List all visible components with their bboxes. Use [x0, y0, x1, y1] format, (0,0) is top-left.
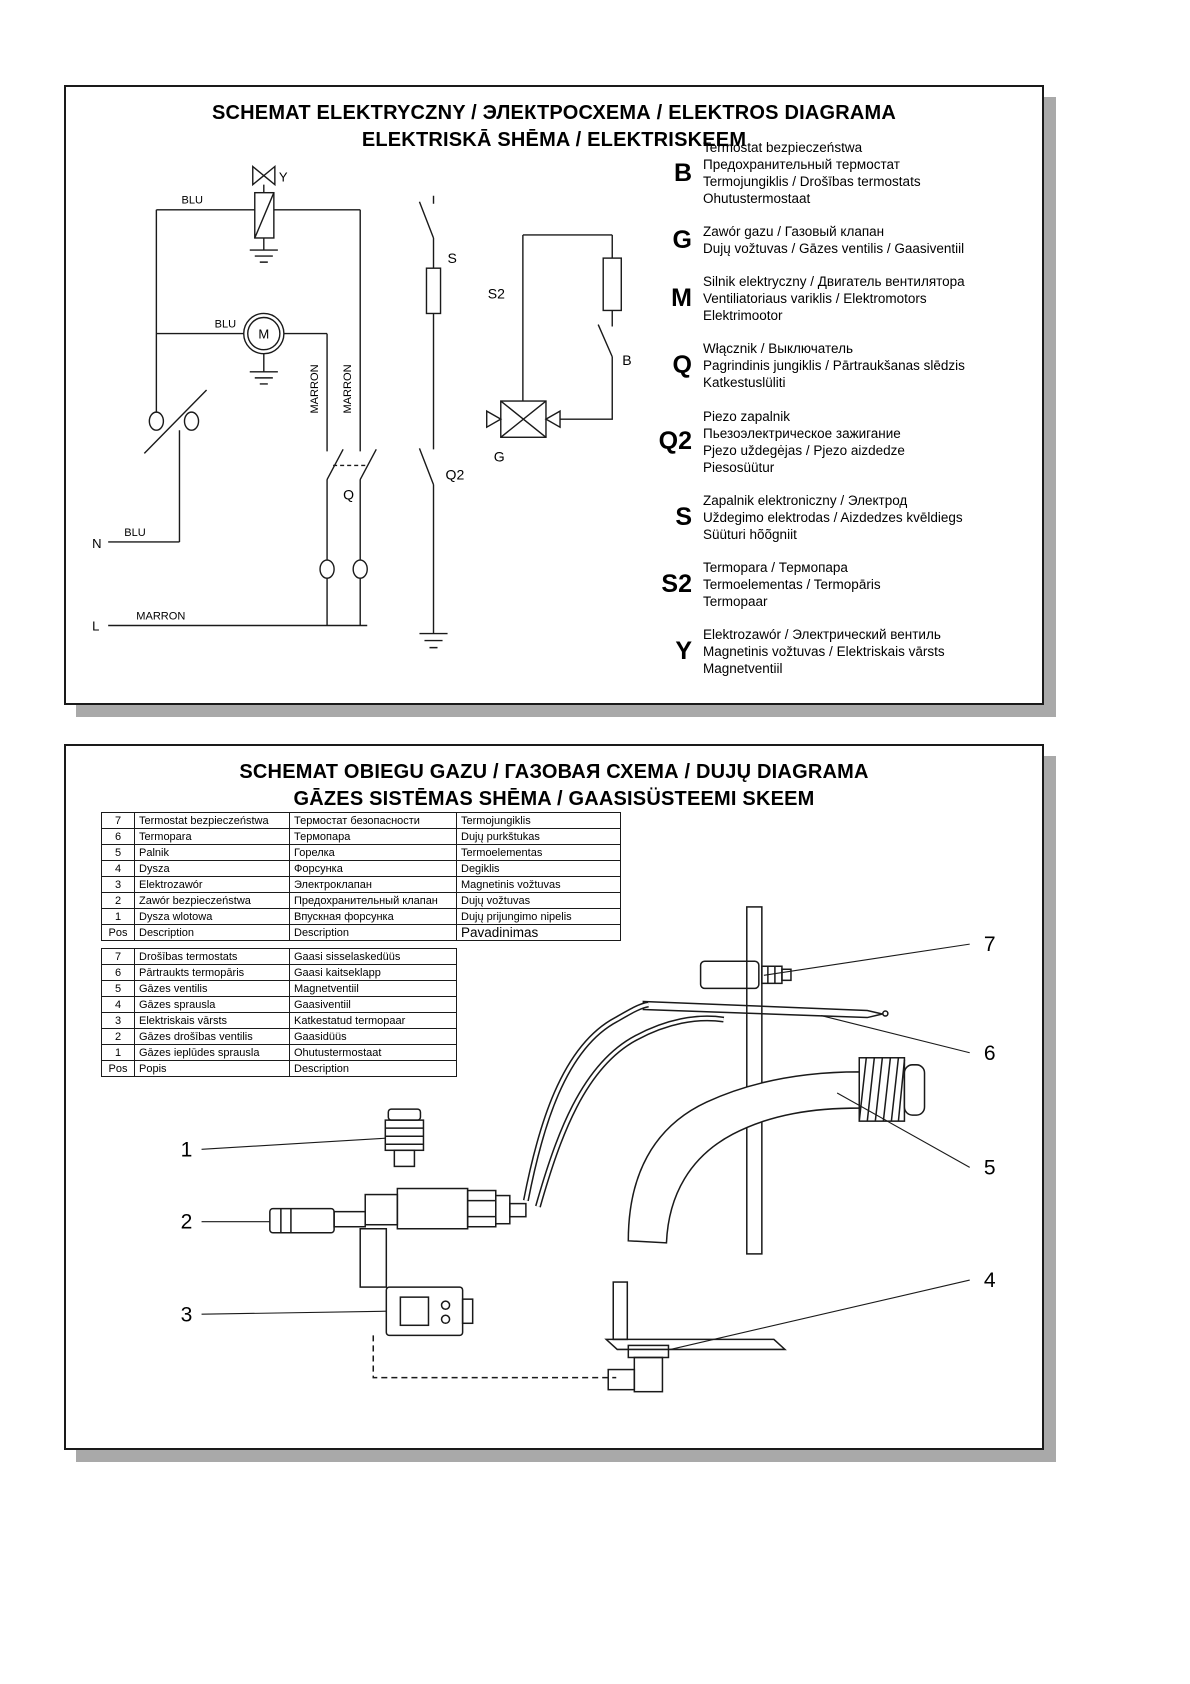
component-label-q: Q: [343, 486, 355, 503]
legend-description-q2: [703, 408, 905, 476]
table-row: [102, 877, 621, 893]
safety-valve-part: [270, 1209, 334, 1233]
gas-title-line2: GĀZES SISTĒMAS SHĒMA / GAASISÜSTEEMI SKEEM: [293, 788, 815, 810]
gas-panel-title: [66, 746, 1042, 813]
table-row: [102, 845, 621, 861]
wire-label-blu-n: BLU: [124, 526, 146, 539]
legend-line: Termopaar: [703, 593, 768, 609]
electric-title-line1: SCHEMAT ELEKTRYCZNY / ЭЛЕКТРОСХЕМА / ELEKTROS DIAGRAMA: [211, 102, 897, 124]
desc-cell: Gāzes ventilis: [135, 981, 290, 997]
terminal-label-l: L: [92, 618, 100, 634]
desc-cell: Gaasiventiil: [290, 997, 457, 1013]
desc-cell: Pavadinimas: [457, 925, 621, 941]
desc-cell: Elektriskais vārsts: [135, 1013, 290, 1029]
component-label-s: S: [447, 250, 457, 267]
legend-symbol-m: M: [671, 284, 692, 313]
table-row: [102, 1013, 457, 1029]
symbol-legend: [638, 139, 1034, 677]
legend-line: Elektrozawór / Электрический вентиль: [703, 626, 941, 642]
pos-cell: 6: [102, 829, 135, 845]
terminal-label-n: N: [92, 535, 102, 551]
legend-line: Termostat bezpieczeństwa: [703, 140, 863, 155]
legend-description-s: [703, 492, 963, 543]
legend-line: Termoelementas / Termopāris: [703, 576, 881, 592]
desc-cell: Gaasi kaitseklapp: [290, 965, 457, 981]
pos-cell: 2: [102, 1029, 135, 1045]
wire-label-marron-l: MARRON: [136, 610, 186, 623]
burner-part: [628, 1058, 924, 1243]
electric-panel-title: [66, 87, 1042, 154]
table-row: [102, 893, 621, 909]
desc-cell: Description: [290, 925, 457, 941]
callout-number-2: 2: [180, 1210, 193, 1234]
desc-cell: Dysza wlotowa: [135, 909, 290, 925]
desc-cell: Gāzes sprausla: [135, 997, 290, 1013]
desc-cell: Dujų vožtuvas: [457, 893, 621, 909]
legend-entry-q: [638, 340, 1034, 391]
desc-cell: Magnetinis vožtuvas: [457, 877, 621, 893]
table-row: [102, 829, 621, 845]
wire-label-marron-right: MARRON: [342, 364, 355, 414]
callout-number-1: 1: [180, 1138, 193, 1162]
pos-cell: 7: [102, 813, 135, 829]
callout-number-3: 3: [180, 1303, 193, 1327]
legend-line: Pjezo uždegėjas / Pjezo aizdedze: [703, 442, 905, 458]
legend-line: Zapalnik elektroniczny / Электрод: [703, 492, 908, 508]
desc-cell: Впускная форсунка: [290, 909, 457, 925]
legend-line: Pagrindinis jungiklis / Pārtraukšanas slēdzis: [703, 358, 965, 374]
component-label-g: G: [493, 448, 505, 465]
table-row: [102, 1029, 457, 1045]
thermocouple-circuit: [523, 235, 621, 419]
elbow-fitting-part: [608, 1345, 668, 1391]
legend-line: Süüturi hõõgniit: [703, 526, 797, 542]
desc-cell: Gaasidüüs: [290, 1029, 457, 1045]
legend-line: Piesosüütur: [703, 459, 775, 475]
solenoid-valve-y-symbol: [250, 167, 278, 263]
desc-cell: Термостат безопасности: [290, 813, 457, 829]
pos-cell: Pos: [102, 1061, 135, 1077]
desc-cell: Zawór bezpieczeństwa: [135, 893, 290, 909]
desc-cell: Pārtraukts termopāris: [135, 965, 290, 981]
dashed-gas-path: [373, 1335, 616, 1377]
parts-table-1: [101, 812, 621, 941]
pos-cell: 3: [102, 1013, 135, 1029]
valve-body: [334, 1189, 526, 1288]
desc-cell: Dysza: [135, 861, 290, 877]
inlet-nozzle-part: [385, 1109, 423, 1166]
legend-symbol-q: Q: [672, 351, 692, 380]
desc-cell: Termopara: [135, 829, 290, 845]
desc-cell: Gāzes ieplūdes sprausla: [135, 1045, 290, 1061]
desc-cell: Термопара: [290, 829, 457, 845]
desc-cell: Termojungiklis: [457, 813, 621, 829]
legend-description-m: [703, 273, 965, 324]
legend-line: Termojungiklis / Drošības termostats: [703, 174, 921, 189]
table-row: [102, 981, 457, 997]
legend-description-s2: [703, 559, 881, 610]
electric-title-line2: ELEKTRISKĀ SHĒMA / ELEKTRISKEEM: [361, 129, 747, 151]
schematic-wires: [108, 167, 621, 648]
legend-description-g: [703, 223, 964, 257]
legend-line: Zawór gazu / Газовый клапан: [703, 224, 885, 240]
component-label-q2: Q2: [445, 466, 465, 483]
desc-cell: Gāzes drošības ventilis: [135, 1029, 290, 1045]
callout-number-6: 6: [983, 1041, 996, 1065]
capillary-pipes: [526, 1004, 724, 1206]
desc-cell: Горелка: [290, 845, 457, 861]
legend-line: Ohutustermostaat: [703, 191, 811, 206]
legend-symbol-s: S: [675, 502, 692, 531]
desc-cell: Description: [290, 1061, 457, 1077]
electric-diagram-panel: [64, 85, 1044, 705]
callout-number-7: 7: [983, 933, 996, 957]
legend-line: Dujų vožtuvas / Gāzes ventilis / Gaasiventiil: [703, 241, 965, 257]
callout-number-4: 4: [983, 1269, 996, 1293]
pos-cell: 1: [102, 909, 135, 925]
igniter-s-branch: [419, 196, 447, 648]
wire-label-blu-top: BLU: [181, 194, 203, 207]
desc-cell: Предохранительный клапан: [290, 893, 457, 909]
desc-cell: Palnik: [135, 845, 290, 861]
legend-line: Magnetventiil: [703, 660, 783, 676]
thermocouple-part: [643, 1001, 888, 1017]
safety-thermostat-part: [701, 961, 791, 988]
table-row: [102, 1045, 457, 1061]
pos-cell: 4: [102, 997, 135, 1013]
legend-line: Katkestuslüliti: [703, 375, 786, 391]
component-label-s2: S2: [487, 285, 505, 302]
pos-cell: 4: [102, 861, 135, 877]
legend-symbol-y: Y: [675, 636, 692, 665]
pos-cell: Pos: [102, 925, 135, 941]
gas-title-line1: SCHEMAT OBIEGU GAZU / ГАЗОВАЯ СХЕМА / DUJŲ DIAGRAMA: [239, 761, 869, 783]
legend-line: Silnik elektryczny / Двигатель вентилятора: [703, 274, 965, 290]
callout-number-5: 5: [983, 1156, 996, 1180]
legend-symbol-q2: Q2: [658, 427, 692, 456]
legend-entry-g: [638, 223, 1034, 257]
legend-line: Elektrimootor: [703, 308, 783, 324]
pos-cell: 3: [102, 877, 135, 893]
desc-cell: Dujų purkštukas: [457, 829, 621, 845]
wire-label-blu-motor: BLU: [214, 318, 237, 331]
legend-entry-s: [638, 492, 1034, 543]
legend-description-y: [703, 626, 945, 677]
table-header-row: [102, 925, 621, 941]
desc-cell: Description: [135, 925, 290, 941]
bottom-bracket: [606, 1282, 785, 1349]
gas-valve-g-symbol: [487, 401, 560, 437]
plug-contacts-symbol: [144, 390, 206, 453]
desc-cell: Magnetventiil: [290, 981, 457, 997]
motor-symbol: [156, 313, 327, 383]
table-row: [102, 965, 457, 981]
desc-cell: Termoelementas: [457, 845, 621, 861]
desc-cell: Degiklis: [457, 861, 621, 877]
desc-cell: Drošības termostats: [135, 949, 290, 965]
table-header-row: [102, 1061, 457, 1077]
legend-symbol-b: B: [673, 158, 692, 187]
desc-cell: Dujų prijungimo nipelis: [457, 909, 621, 925]
desc-cell: Popis: [135, 1061, 290, 1077]
legend-description-q: [703, 340, 965, 391]
pos-cell: 6: [102, 965, 135, 981]
component-label-b: B: [622, 351, 632, 368]
desc-cell: Elektrozawór: [135, 877, 290, 893]
pos-cell: 7: [102, 949, 135, 965]
pos-cell: 5: [102, 981, 135, 997]
table-row: [102, 909, 621, 925]
legend-line: Magnetinis vožtuvas / Elektriskais vārsts: [703, 643, 945, 659]
legend-line: Termopara / Термопара: [703, 559, 848, 575]
legend-line: Piezo zapalnik: [703, 408, 791, 424]
legend-line: Ventiliatoriaus variklis / Elektromotors: [703, 291, 927, 307]
legend-line: Włącznik / Выключатель: [703, 341, 853, 357]
legend-line: Пьезоэлектрическое зажигание: [703, 425, 901, 441]
main-switch-q-symbol: [320, 449, 376, 578]
legend-entry-y: [638, 626, 1034, 677]
desc-cell: Termostat bezpieczeństwa: [135, 813, 290, 829]
desc-cell: Gaasi sisselaskedüüs: [290, 949, 457, 965]
desc-cell: Ohutustermostaat: [290, 1045, 457, 1061]
table-row: [102, 813, 621, 829]
legend-line: Предохранительный термостат: [703, 157, 900, 172]
component-label-m: M: [258, 326, 270, 342]
legend-symbol-g: G: [672, 225, 692, 254]
table-row: [102, 997, 457, 1013]
wire-label-marron-left: MARRON: [309, 364, 322, 414]
pos-cell: 1: [102, 1045, 135, 1061]
pos-cell: 5: [102, 845, 135, 861]
legend-symbol-s2: S2: [661, 569, 692, 598]
desc-cell: Katkestatud termopaar: [290, 1013, 457, 1029]
desc-cell: Электроклапан: [290, 877, 457, 893]
legend-entry-q2: [638, 408, 1034, 476]
legend-line: Uždegimo elektrodas / Aizdedzes kvēldiegs: [703, 509, 963, 525]
desc-cell: Форсунка: [290, 861, 457, 877]
parts-table-2: [101, 948, 457, 1077]
mounting-plate: [747, 907, 762, 1254]
gas-diagram-panel: [64, 744, 1044, 1450]
legend-entry-s2: [638, 559, 1034, 610]
component-label-y: Y: [278, 169, 288, 185]
pos-cell: 2: [102, 893, 135, 909]
table-row: [102, 949, 457, 965]
solenoid-valve-part: [386, 1287, 472, 1335]
legend-entry-m: [638, 273, 1034, 324]
table-row: [102, 861, 621, 877]
